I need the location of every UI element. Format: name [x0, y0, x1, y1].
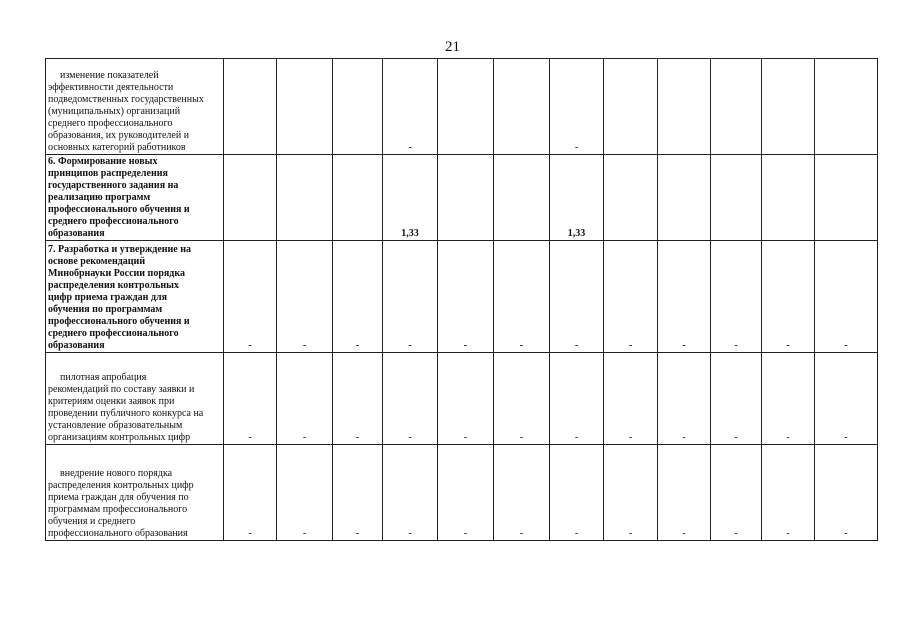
measure-description: 7. Разработка и утверждение на основе рекомендаций Минобрнауки России порядка распределения контрольных цифр приема граждан для обучения по программам профессионального обучения и среднего профессионального образования: [48, 244, 191, 351]
value-cell: -: [224, 241, 277, 353]
value-cell: [438, 59, 494, 155]
value-cell: -: [333, 445, 383, 541]
value-cell: [604, 155, 658, 241]
table-row: [46, 59, 878, 155]
value-cell: [658, 59, 711, 155]
value-cell: [815, 59, 878, 155]
value-cell: -: [438, 241, 494, 353]
measure-description: 6. Формирование новых принципов распределения государственного задания на реализацию программ профессионального обучения и среднего профессионального образования: [48, 156, 190, 239]
value-cell: -: [762, 241, 815, 353]
value-cell: -: [604, 241, 658, 353]
measure-description: пилотная апробация рекомендаций по составу заявки и критериям оценки заявок при проведении публичного конкурса на установление образовательным организациям контрольных цифр: [48, 372, 204, 443]
value-cell: [711, 155, 762, 241]
value-cell: [494, 155, 550, 241]
value-cell: -: [550, 59, 604, 155]
value-cell: -: [658, 241, 711, 353]
page-number: 21: [445, 39, 460, 55]
measure-description-cell: [46, 445, 224, 541]
value-cell: [277, 59, 333, 155]
value-cell: 1,33: [383, 155, 438, 241]
value-cell: -: [604, 445, 658, 541]
value-cell: [815, 155, 878, 241]
value-cell: [438, 155, 494, 241]
table-row: [46, 353, 878, 445]
measures-table: [45, 58, 878, 541]
value-cell: -: [277, 353, 333, 445]
table-row: [46, 445, 878, 541]
value-cell: -: [711, 353, 762, 445]
value-cell: [277, 155, 333, 241]
value-cell: [333, 59, 383, 155]
value-cell: -: [277, 445, 333, 541]
value-cell: -: [604, 353, 658, 445]
value-cell: [494, 59, 550, 155]
value-cell: [762, 155, 815, 241]
value-cell: 1,33: [550, 155, 604, 241]
value-cell: -: [438, 353, 494, 445]
measure-description: изменение показателей эффективности деятельности подведомственных государственных (муниципальных) организаций среднего профессионального образования, их руководителей и основных категорий работников: [48, 70, 204, 153]
value-cell: [333, 155, 383, 241]
value-cell: -: [711, 445, 762, 541]
value-cell: -: [762, 445, 815, 541]
value-cell: -: [494, 445, 550, 541]
value-cell: -: [658, 353, 711, 445]
measure-description-cell: [46, 241, 224, 353]
value-cell: -: [711, 241, 762, 353]
measure-description-cell: [46, 353, 224, 445]
value-cell: [224, 155, 277, 241]
value-cell: -: [762, 353, 815, 445]
measure-description-cell: [46, 155, 224, 241]
value-cell: [224, 59, 277, 155]
value-cell: [762, 59, 815, 155]
value-cell: -: [815, 445, 878, 541]
value-cell: -: [494, 353, 550, 445]
measure-description: внедрение нового порядка распределения контрольных цифр приема граждан для обучения по программам профессионального обучения и среднего профессионального образования: [48, 468, 194, 539]
value-cell: -: [658, 445, 711, 541]
value-cell: -: [494, 241, 550, 353]
table-row: [46, 241, 878, 353]
value-cell: -: [383, 241, 438, 353]
value-cell: -: [333, 241, 383, 353]
value-cell: -: [277, 241, 333, 353]
value-cell: [604, 59, 658, 155]
value-cell: [711, 59, 762, 155]
value-cell: -: [383, 353, 438, 445]
value-cell: -: [383, 445, 438, 541]
value-cell: -: [815, 353, 878, 445]
value-cell: -: [550, 241, 604, 353]
value-cell: [658, 155, 711, 241]
value-cell: -: [224, 353, 277, 445]
measure-description-cell: [46, 59, 224, 155]
value-cell: -: [815, 241, 878, 353]
table-row: [46, 155, 878, 241]
value-cell: -: [383, 59, 438, 155]
value-cell: -: [333, 353, 383, 445]
value-cell: -: [224, 445, 277, 541]
value-cell: -: [550, 353, 604, 445]
value-cell: -: [550, 445, 604, 541]
value-cell: -: [438, 445, 494, 541]
